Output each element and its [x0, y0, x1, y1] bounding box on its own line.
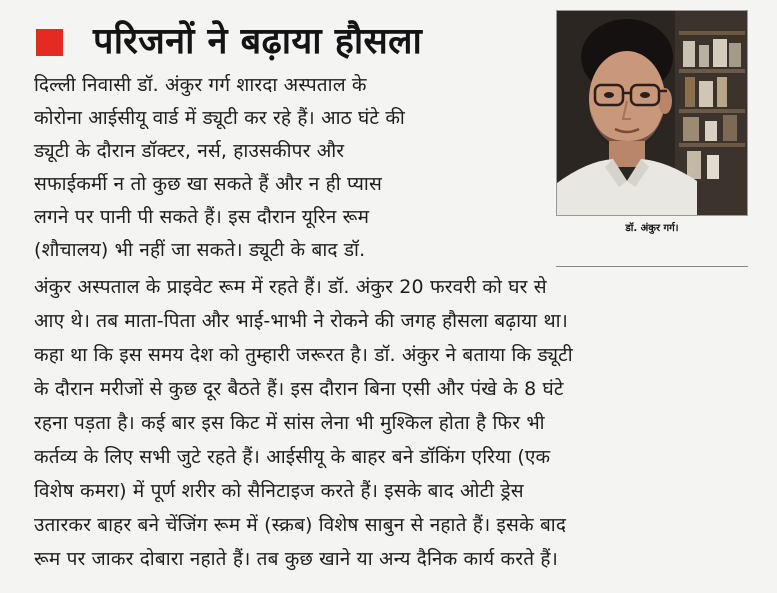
body-line: सफाईकर्मी न तो कुछ खा सकते हैं और न ही प्यास — [34, 173, 382, 195]
body-line: दिल्ली निवासी डॉ. अंकुर गर्ग शारदा अस्पताल के — [34, 74, 367, 96]
body-line: कर्तव्य के लिए सभी जुटे रहते हैं। आईसीयू के बाहर बने डॉकिंग एरिया (एक — [34, 446, 551, 468]
body-line: लगने पर पानी पी सकते हैं। इस दौरान यूरिन रूम — [34, 206, 370, 228]
headline-text: परिजनों ने बढ़ाया हौसला — [93, 20, 423, 62]
body-line: आए थे। तब माता-पिता और भाई-भाभी ने रोकने की जगह हौसला बढ़ाया था। — [34, 310, 569, 332]
caption-divider — [556, 266, 748, 267]
body-line: कहा था कि इस समय देश को तुम्हारी जरूरत है। डॉ. अंकुर ने बताया कि ड्यूटी — [34, 344, 573, 366]
portrait-image — [557, 11, 747, 215]
author-photo — [556, 10, 748, 216]
red-square-bullet-icon — [36, 29, 63, 56]
body-line: के दौरान मरीजों से कुछ दूर बैठते हैं। इस दौरान बिना एसी और पंखे के 8 घंटे — [34, 378, 564, 400]
body-line: (शौचालय) भी नहीं जा सकते। ड्यूटी के बाद डॉ. — [34, 239, 366, 261]
body-line: विशेष कमरा) में पूर्ण शरीर को सैनिटाइज करते हैं। इसके बाद ओटी ड्रेस — [34, 480, 524, 502]
body-line: रूम पर जाकर दोबारा नहाते हैं। तब कुछ खाने या अन्य दैनिक कार्य करते हैं। — [34, 548, 558, 570]
body-line: रहना पड़ता है। कई बार इस किट में सांस लेना भी मुश्किल होता है फिर भी — [34, 412, 545, 434]
body-line: ड्यूटी के दौरान डॉक्टर, नर्स, हाउसकीपर और — [34, 140, 345, 162]
headline — [36, 8, 422, 70]
body-line: उतारकर बाहर बने चेंजिंग रूम में (स्क्रब) विशेष साबुन से नहाते हैं। इसके बाद — [34, 514, 567, 536]
body-line: कोरोना आईसीयू वार्ड में ड्यूटी कर रहे हैं। आठ घंटे की — [34, 107, 405, 129]
photo-caption: डॉ. अंकुर गर्ग। — [625, 223, 679, 234]
body-line: अंकुर अस्पताल के प्राइवेट रूम में रहते हैं। डॉ. अंकुर 20 फरवरी को घर से — [34, 276, 547, 298]
